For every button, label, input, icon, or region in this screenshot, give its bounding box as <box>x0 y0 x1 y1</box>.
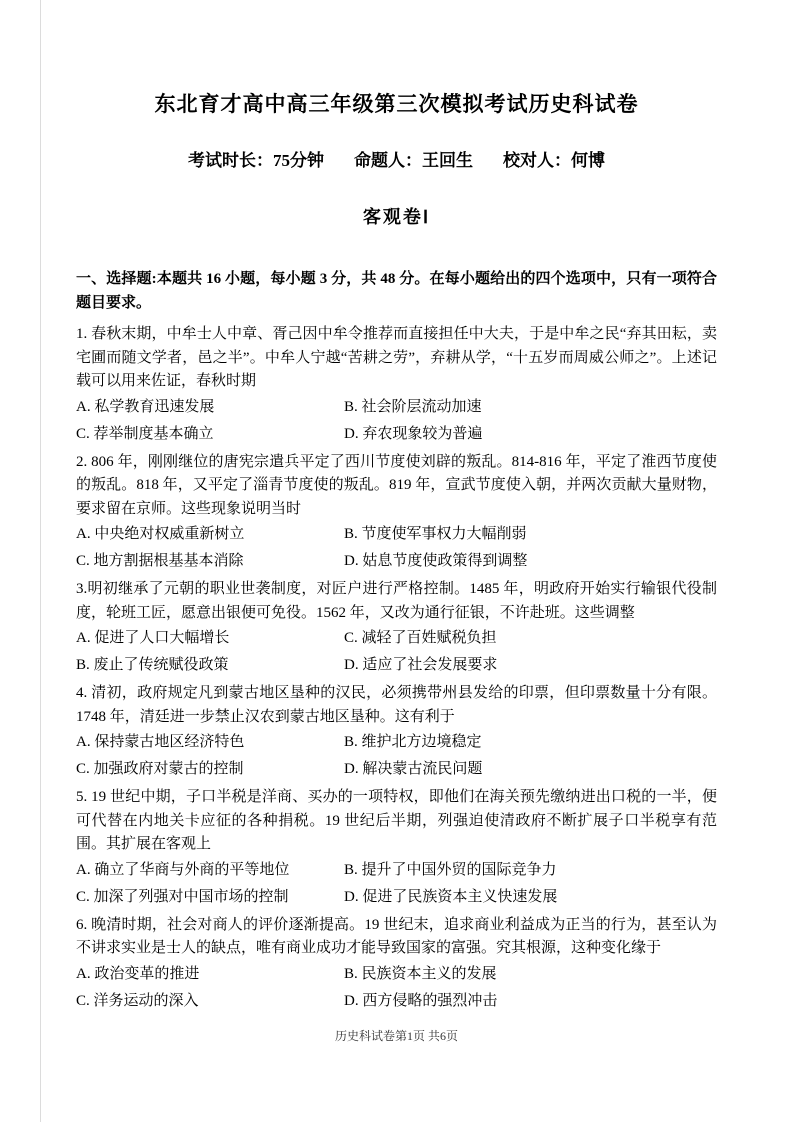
option: B. 节度使军事权力大幅削弱 <box>344 526 527 542</box>
option: B. 社会阶层流动加速 <box>344 398 482 415</box>
option: D. 解决蒙古流民问题 <box>344 761 483 777</box>
question-3 <box>76 578 717 679</box>
exam-proofreader: 校对人：何博 <box>503 151 605 170</box>
page-footer: 历史科试卷第1页 共6页 <box>334 1029 458 1043</box>
question-stem: 3.明初继承了元朝的职业世袭制度，对匠户进行严格控制。1485 年，明政府开始实行输银代役制度，轮班工匠，愿意出银便可免役。1562 年，又改为通行征银，不许赴班。这些调整 <box>76 581 717 621</box>
option: B. 民族资本主义的发展 <box>344 965 497 982</box>
question-1 <box>76 323 717 448</box>
question-options <box>76 961 717 1015</box>
exam-meta <box>76 146 717 171</box>
question-list <box>76 323 717 1015</box>
option: C. 加强政府对蒙古的控制 <box>76 761 244 777</box>
option: B. 提升了中国外贸的国际竞争力 <box>344 861 557 878</box>
exam-duration: 考试时长：75分钟 <box>188 151 324 170</box>
option: C. 地方割据根基基本消除 <box>76 553 244 569</box>
option: C. 加深了列强对中国市场的控制 <box>76 888 289 905</box>
option: A. 促进了人口大幅增长 <box>76 630 230 646</box>
question-stem: 4. 清初，政府规定凡到蒙古地区垦种的汉民，必须携带州县发给的印票，但印票数量十分有限。1748 年，清廷进一步禁止汉农到蒙古地区垦种。这有利于 <box>76 685 717 725</box>
question-2 <box>76 451 717 576</box>
option: D. 西方侵略的强烈冲击 <box>344 992 498 1009</box>
option: D. 适应了社会发展要求 <box>344 657 498 673</box>
section-instructions: 一、选择题:本题共 16 小题，每小题 3 分，共 48 分。在每小题给出的四个选项中，只有一项符合题目要求。 <box>76 271 717 311</box>
question-4 <box>76 682 717 783</box>
question-stem: 5. 19 世纪中期，子口半税是洋商、买办的一项特权，即他们在海关预先缴纳进出口税的一半，便可代替在内地关卡应征的各种捐税。19 世纪后半期，列强迫使清政府不断扩展子口半税享有范围。其扩展在客观上 <box>76 789 717 852</box>
option: A. 保持蒙古地区经济特色 <box>76 734 245 750</box>
question-5 <box>76 786 717 911</box>
question-stem: 1. 春秋末期，中牟士人中章、胥己因中牟令推荐而直接担任中大夫，于是中牟之民“弃其田耘，卖宅圃而随文学者，邑之半”。中牟人宁越“苦耕之劳”，弃耕从学，“十五岁而周威公师之”。上述记载可以用来佐证，春秋时期 <box>76 326 717 389</box>
question-options <box>76 729 717 783</box>
question-options <box>76 625 717 679</box>
question-stem: 6. 晚清时期，社会对商人的评价逐渐提高。19 世纪末，追求商业利益成为正当的行为，甚至认为不讲求实业是士人的缺点，唯有商业成功才能导致国家的富强。究其根源，这种变化缘于 <box>76 916 717 956</box>
option: A. 私学教育迅速发展 <box>76 398 215 415</box>
section-title: 客观卷Ⅰ <box>362 207 431 227</box>
option: A. 中央绝对权威重新树立 <box>76 526 245 542</box>
option: D. 弃农现象较为普遍 <box>344 425 483 442</box>
option: C. 荐举制度基本确立 <box>76 425 214 442</box>
document-title: 东北育才高中高三年级第三次模拟考试历史科试卷 <box>154 92 639 116</box>
option: B. 废止了传统赋役政策 <box>76 657 229 673</box>
option: C. 减轻了百姓赋税负担 <box>344 630 497 646</box>
question-options <box>76 521 717 575</box>
option: A. 确立了华商与外商的平等地位 <box>76 861 290 878</box>
option: D. 姑息节度使政策得到调整 <box>344 553 528 569</box>
question-6 <box>76 914 717 1015</box>
question-options <box>76 394 717 448</box>
exam-setter: 命题人：王回生 <box>354 151 473 170</box>
option: C. 洋务运动的深入 <box>76 992 199 1009</box>
option: B. 维护北方边境稳定 <box>344 734 482 750</box>
option: A. 政治变革的推进 <box>76 965 200 982</box>
question-options <box>76 857 717 911</box>
option: D. 促进了民族资本主义快速发展 <box>344 888 558 905</box>
question-stem: 2. 806 年，刚刚继位的唐宪宗遣兵平定了西川节度使刘辟的叛乱。814-816 年，平定了淮西节度使的叛乱。818 年，又平定了淄青节度使的叛乱。819 年，宣武节度使入朝，并两次贡献大量财物，要求留在京师。这些现象说明当时 <box>76 453 717 517</box>
